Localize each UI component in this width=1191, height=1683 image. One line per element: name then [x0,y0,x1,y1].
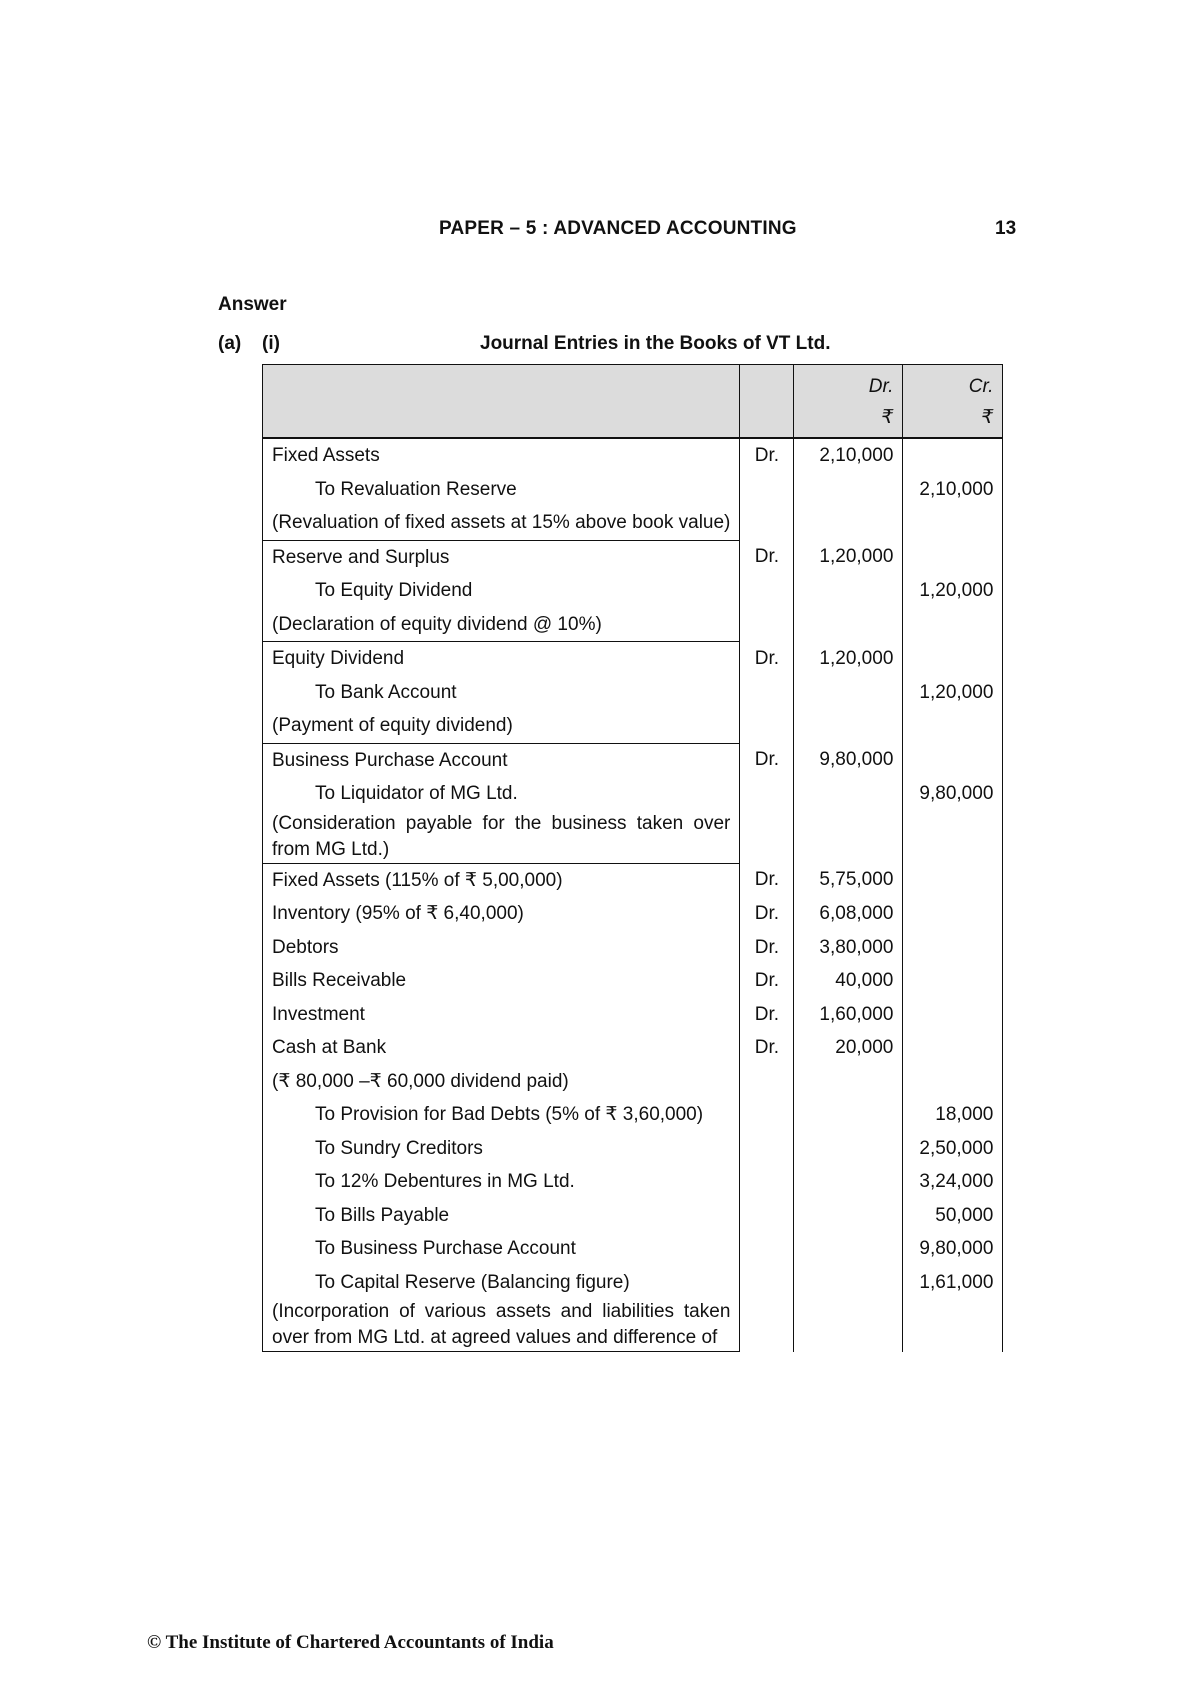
debit-amount [794,709,903,743]
dr-mark-cell: Dr. [740,998,794,1032]
table-row [263,1098,1003,1132]
table-row [263,642,1003,676]
table-row [263,473,1003,507]
debit-label: Dr. [868,376,894,397]
dr-mark-cell: Dr. [740,897,794,931]
dr-mark-cell [740,1266,794,1300]
table-row [263,743,1003,777]
page-number: 13 [995,218,1017,239]
particulars-cell: To 12% Debentures in MG Ltd. [263,1165,740,1199]
debit-header [794,365,903,439]
credit-amount [903,642,1003,676]
dr-mark-cell [740,1165,794,1199]
credit-amount: 2,10,000 [903,473,1003,507]
journal-title: Journal Entries in the Books of VT Ltd. [480,333,831,354]
particulars-cell: Investment [263,998,740,1032]
debit-amount [794,608,903,642]
dr-mark-cell [740,811,794,864]
table-row [263,1031,1003,1065]
debit-amount [794,574,903,608]
credit-amount [903,608,1003,642]
table-row [263,608,1003,642]
particulars-cell: To Business Purchase Account [263,1232,740,1266]
credit-amount [903,540,1003,574]
narration-cell: (Declaration of equity dividend @ 10%) [263,608,740,642]
credit-amount: 1,20,000 [903,676,1003,710]
table-row [263,1232,1003,1266]
dr-mark-cell [740,473,794,507]
debit-amount [794,1232,903,1266]
dr-mark-cell [740,676,794,710]
credit-amount [903,1299,1003,1352]
dr-mark-cell [740,1199,794,1233]
table-row [263,1132,1003,1166]
particulars-cell: Bills Receivable [263,964,740,998]
debit-amount: 2,10,000 [794,438,903,473]
dr-mark-cell: Dr. [740,863,794,897]
credit-amount [903,897,1003,931]
dr-mark-header [740,365,794,439]
debit-amount [794,473,903,507]
credit-amount: 50,000 [903,1199,1003,1233]
particulars-cell: (₹ 80,000 –₹ 60,000 dividend paid) [263,1065,740,1099]
particulars-cell: To Provision for Bad Debts (5% of ₹ 3,60,000) [263,1098,740,1132]
table-row [263,1266,1003,1300]
table-row [263,574,1003,608]
table-row [263,438,1003,473]
credit-amount [903,998,1003,1032]
credit-amount: 2,50,000 [903,1132,1003,1166]
particulars-cell: Cash at Bank [263,1031,740,1065]
debit-amount [794,1199,903,1233]
dr-mark-cell: Dr. [740,1031,794,1065]
credit-currency: ₹ [981,407,994,428]
particulars-cell: To Liquidator of MG Ltd. [263,777,740,811]
particulars-cell: To Sundry Creditors [263,1132,740,1166]
table-row [263,1299,1003,1352]
dr-mark-cell [740,506,794,540]
debit-amount [794,506,903,540]
table-row [263,897,1003,931]
debit-amount [794,1098,903,1132]
copyright-footer: © The Institute of Chartered Accountants of India [147,1632,554,1653]
particulars-cell: Debtors [263,931,740,965]
particulars-cell: Reserve and Surplus [263,540,740,574]
credit-amount [903,506,1003,540]
debit-amount: 20,000 [794,1031,903,1065]
answer-heading: Answer [218,294,287,315]
debit-amount: 9,80,000 [794,743,903,777]
credit-label: Cr. [968,376,994,397]
dr-mark-cell [740,777,794,811]
particulars-cell: Inventory (95% of ₹ 6,40,000) [263,897,740,931]
credit-amount: 1,20,000 [903,574,1003,608]
credit-amount: 18,000 [903,1098,1003,1132]
credit-amount [903,1065,1003,1099]
table-row [263,777,1003,811]
dr-mark-cell: Dr. [740,964,794,998]
particulars-cell: Business Purchase Account [263,743,740,777]
table-row [263,964,1003,998]
narration-cell: (Consideration payable for the business taken over from MG Ltd.) [263,811,740,864]
dr-mark-cell: Dr. [740,642,794,676]
table-row [263,863,1003,897]
credit-amount: 3,24,000 [903,1165,1003,1199]
credit-amount [903,1031,1003,1065]
debit-amount: 1,60,000 [794,998,903,1032]
particulars-cell: To Revaluation Reserve [263,473,740,507]
dr-mark-cell [740,608,794,642]
table-row [263,540,1003,574]
table-row [263,1165,1003,1199]
debit-amount [794,1299,903,1352]
debit-amount: 1,20,000 [794,540,903,574]
journal-table [262,364,1003,1352]
credit-amount: 9,80,000 [903,1232,1003,1266]
dr-mark-cell [740,574,794,608]
credit-amount [903,438,1003,473]
particulars-cell: To Capital Reserve (Balancing figure) [263,1266,740,1300]
dr-mark-cell: Dr. [740,540,794,574]
credit-amount: 1,61,000 [903,1266,1003,1300]
table-row [263,998,1003,1032]
debit-amount [794,1165,903,1199]
particulars-cell: Fixed Assets [263,438,740,473]
debit-amount [794,1132,903,1166]
subpart-label: (i) [262,333,280,354]
narration-cell: (Revaluation of fixed assets at 15% above book value) [263,506,740,540]
debit-amount: 5,75,000 [794,863,903,897]
debit-amount [794,777,903,811]
dr-mark-cell [740,1299,794,1352]
debit-currency: ₹ [881,407,894,428]
credit-amount: 9,80,000 [903,777,1003,811]
debit-amount: 6,08,000 [794,897,903,931]
particulars-cell: To Equity Dividend [263,574,740,608]
dr-mark-cell: Dr. [740,438,794,473]
particulars-cell: Equity Dividend [263,642,740,676]
credit-amount [903,709,1003,743]
table-row [263,931,1003,965]
credit-header [903,365,1003,439]
journal-header-row [263,365,1003,439]
dr-mark-cell: Dr. [740,743,794,777]
dr-mark-cell [740,1132,794,1166]
debit-amount [794,1266,903,1300]
debit-amount: 40,000 [794,964,903,998]
debit-amount: 3,80,000 [794,931,903,965]
dr-mark-cell [740,709,794,743]
particulars-cell: To Bank Account [263,676,740,710]
particulars-cell: To Bills Payable [263,1199,740,1233]
credit-amount [903,931,1003,965]
credit-amount [903,863,1003,897]
dr-mark-cell: Dr. [740,931,794,965]
table-row [263,811,1003,864]
narration-cell: (Payment of equity dividend) [263,709,740,743]
debit-amount [794,1065,903,1099]
credit-amount [903,964,1003,998]
dr-mark-cell [740,1065,794,1099]
dr-mark-cell [740,1098,794,1132]
table-row [263,676,1003,710]
narration-cell: (Incorporation of various assets and liabilities taken over from MG Ltd. at agreed values and difference of [263,1299,740,1352]
particulars-header [263,365,740,439]
debit-amount [794,811,903,864]
credit-amount [903,811,1003,864]
table-row [263,709,1003,743]
table-row [263,1199,1003,1233]
part-label: (a) [218,333,242,354]
table-row [263,1065,1003,1099]
credit-amount [903,743,1003,777]
dr-mark-cell [740,1232,794,1266]
table-row [263,506,1003,540]
page-header-title: PAPER – 5 : ADVANCED ACCOUNTING [439,218,797,239]
debit-amount: 1,20,000 [794,642,903,676]
particulars-cell: Fixed Assets (115% of ₹ 5,00,000) [263,863,740,897]
debit-amount [794,676,903,710]
